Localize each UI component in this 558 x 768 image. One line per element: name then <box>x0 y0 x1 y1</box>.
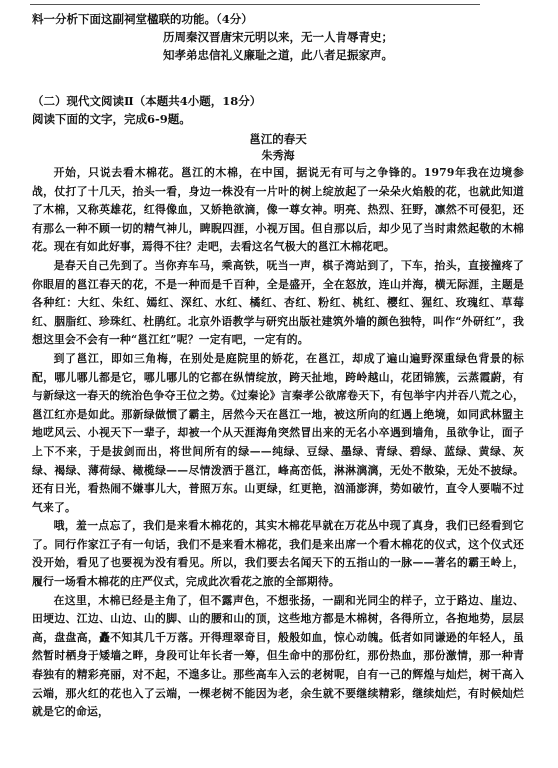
reading-instruction: 阅读下面的文字，完成6-9题。 <box>32 112 191 126</box>
article-paragraph: 开始，只说去看木棉花。邕江的木棉，在中国，据说无有可与之争锋的。1979年我在边境参战，仗打了十几天，抬头一看，身边一株没有一片叶的树上绽放起了一朵朵火焰般的花，也就此知道了木棉，又称英雄花，红得像血，又娇艳欲滴，像一尊女神。明亮、热烈、狂野，凛然不可侵犯，还有那么一种不顾一切的精气神儿，睥睨四涯，小视万国。但自那以后，却少见了当时肃然起敬的木棉花。现在有如此好事，焉得不往？走吧，去看这名气极大的邕江木棉花吧。 <box>32 166 524 254</box>
article-title: 邕江的春天 <box>249 132 307 146</box>
couplet-line-1: 历周秦汉晋唐宋元明以来，无一人肯辱青史； <box>163 30 393 44</box>
exam-page <box>32 10 524 722</box>
article-paragraph: 是春天自己先到了。当你弃车马，乘高铁，呒当一声，棋子湾站到了，下车，抬头，直接撞疼了你眼眉的邕江春天的花，不是一种而是千百种，全是盛开，全在怒放，连山并海，横无际涯，主题是各种红：大红、朱红、嫣红、深红、水红、橘红、杏红、粉红、桃红、樱红、猩红、玫瑰红、草莓红、胭脂红、珍珠红、杜鹃红。北京外语教学与研究出版社建筑外墙的颜色独特，叫作“外研红”，我想这里会不会有一种“邕江红”呢？一定有吧，一定有的。 <box>32 258 524 347</box>
section-heading: （二）现代文阅读Ⅱ（本题共4小题，18分） <box>32 94 262 108</box>
top-divider-line <box>30 4 480 5</box>
question-4-prompt: 料一分析下面这副祠堂楹联的功能。（4分） <box>32 12 253 26</box>
article-paragraph: 哦，羞一点忘了，我们是来看木棉花的，其实木棉花早就在万花丛中现了真身，我们已经看到它了。同行作家江子有一句话，我们不是来看木棉花，我们是来出席一个看木棉花的仪式，这个仪式还没开始，看见了也要视为没有看见。所以，我们要去名闻天下的五指山的一脉——著名的霸王岭上，履行一场看木棉花的庄严仪式，完成此次看花之旅的全部期待。 <box>32 519 524 589</box>
article-author: 朱秀海 <box>261 149 295 162</box>
couplet-line-2: 知孝弟忠信礼义廉耻之道，此八者足振家声。 <box>163 48 393 62</box>
article-paragraph: 在这里，木棉已经是主角了，但不露声色，不想张扬，一副和光同尘的样子，立于路边、崖边、田埂边、江边、山边、山的脚、山的腰和山的顶，这些地方都是木棉树，各得所立，各抱地势，层层高，盘盘高，矗不知其几千万落。开得理翠奇目，般般如血，惊心动魄。低者如同谦逊的年轻人，虽然暂时栖身于矮墙之畔，身段可让年长者一筹，但生命中的那份红，那份热血，那份激情，那一种青春独有的精彩亮丽，对不起，不遑多让。那些高车入云的老树呢，自有一己的辉煌与灿烂，树干高入云端，那火红的花也入了云端，一棵老树不能因为老，余生就不要继续精彩，继续灿烂，有时候灿烂就是它的命运， <box>32 593 524 719</box>
article-paragraph: 到了邕江，即如三角梅，在别处是庭院里的娇花，在邕江，却成了遍山遍野深重绿色背景的标配，哪儿哪儿都是它，哪儿哪儿的它都在纵情绽放，跨天扯地，跨岭越山，花团锦簇，云蒸霞蔚，有与新绿这一春天的统治色争夺王位之势。《过秦论》言秦孝公欲席卷天下，有包举宇内并吞八荒之心，邕江红亦是如此。那新绿做惯了霸主，居然今天在邕江一地，被这所向的红遇上绝境，如同武林盟主地呓风云、小视天下一辈子，却被一个从天涯海角突然冒出来的无名小卒遇到墙角，虽欲争让，面子上下不来，于是拔剑而出，将世间所有的绿——纯绿、豆绿、墨绿、青绿、碧绿、蓝绿、黄绿、灰绿、褐绿、薄荷绿、橄榄绿——尽情泼洒于邕江，峰高峦低，淋淋漓漓，无处不散染，无处不披绿。还有日光，看热闹不嫌事儿大，普照万东。山更绿，红更艳，汹涌澎湃，势如破竹，直令人要喘不过气来了。 <box>32 351 524 514</box>
